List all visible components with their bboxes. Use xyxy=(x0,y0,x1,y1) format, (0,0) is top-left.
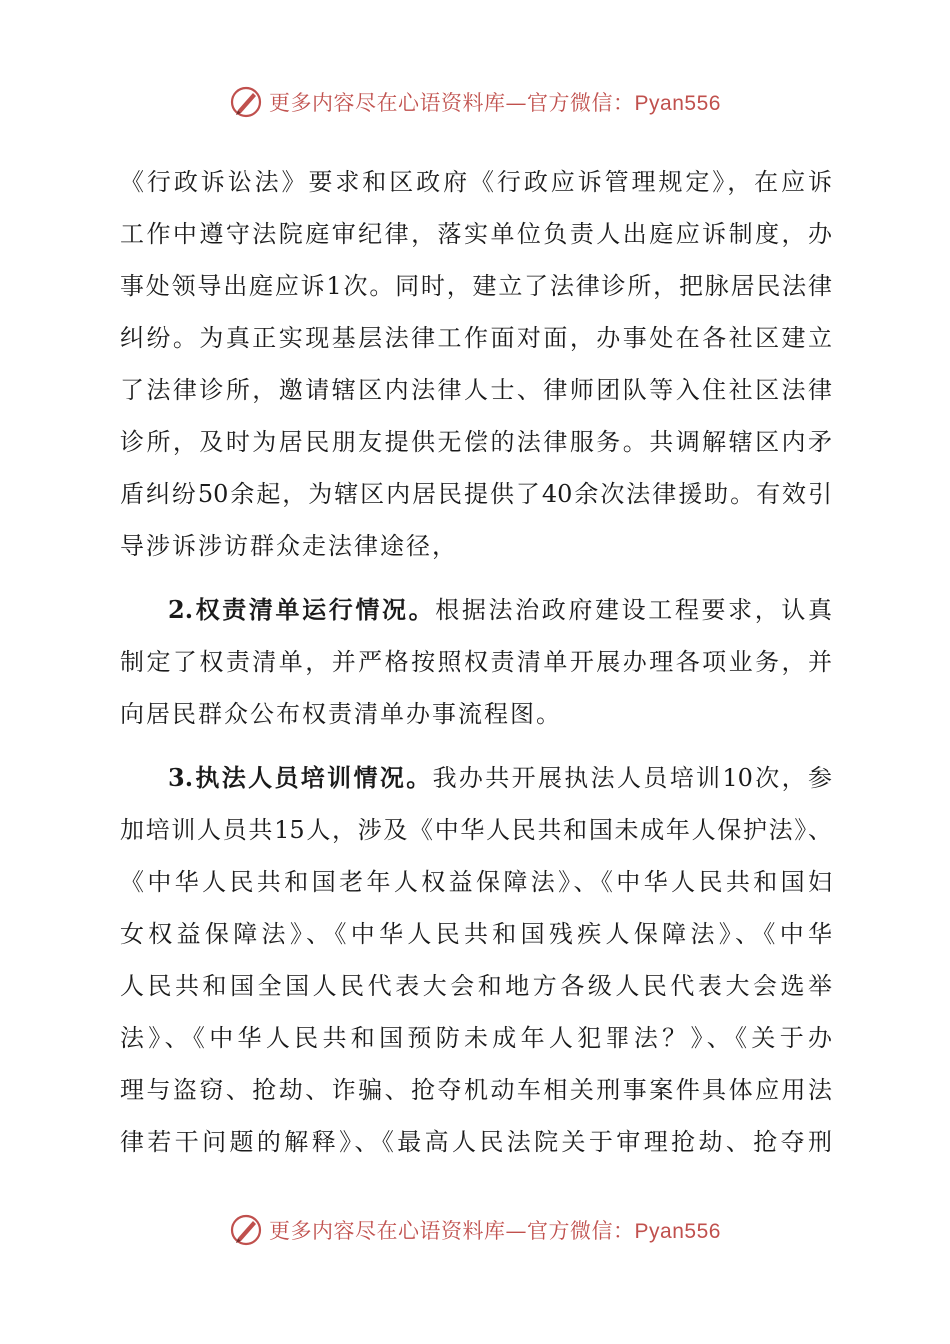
text-line: 了法律诊所，邀请辖区内法律人士、律师团队等入住社区法律 xyxy=(120,376,832,404)
watermark-text: 更多内容尽在心语资料库—官方微信：Pyan556 xyxy=(269,91,721,115)
text-line: 人民共和国全国人民代表大会和地方各级人民代表大会选举 xyxy=(120,972,832,1000)
text-line: 向居民群众公布权责清单办事流程图。 xyxy=(120,700,562,728)
top-watermark-banner xyxy=(0,80,950,124)
section-heading: 2.权责清单运行情况。 xyxy=(168,595,436,624)
text-line: 制定了权责清单，并严格按照权责清单开展办理各项业务，并 xyxy=(120,648,832,676)
text-line: 诊所，及时为居民朋友提供无偿的法律服务。共调解辖区内矛 xyxy=(120,428,832,456)
text-line: 理与盗窃、抢劫、诈骗、抢夺机动车相关刑事案件具体应用法 xyxy=(120,1076,832,1104)
paragraph-responsibility-list xyxy=(120,584,832,740)
text-line: 律若干问题的解释》、《最高人民法院关于审理抢劫、抢夺刑 xyxy=(120,1128,832,1156)
pen-logo-icon xyxy=(229,85,263,119)
text-line: 3.执法人员培训情况。我办共开展执法人员培训10次，参 xyxy=(168,763,832,792)
text-line: 《中华人民共和国老年人权益保障法》、《中华人民共和国妇 xyxy=(120,868,832,896)
text-line: 事处领导出庭应诉1次。同时，建立了法律诊所，把脉居民法律 xyxy=(120,272,832,300)
watermark-text: 更多内容尽在心语资料库—官方微信：Pyan556 xyxy=(269,1219,721,1243)
text-line: 女权益保障法》、《中华人民共和国残疾人保障法》、《中华 xyxy=(120,920,832,948)
text-line: 2.权责清单运行情况。根据法治政府建设工程要求，认真 xyxy=(168,595,832,624)
text-line: 法》、《中华人民共和国预防未成年人犯罪法？》、《关于办 xyxy=(120,1024,832,1052)
paragraph-training xyxy=(120,752,832,1168)
text-line: 工作中遵守法院庭审纪律，落实单位负责人出庭应诉制度，办 xyxy=(120,220,832,248)
text-line: 盾纠纷50余起，为辖区内居民提供了40余次法律援助。有效引 xyxy=(120,480,832,508)
document-body xyxy=(120,156,832,1168)
bottom-watermark-banner xyxy=(0,1208,950,1252)
paragraph-litigation xyxy=(120,156,832,572)
wechat-id: Pyan556 xyxy=(634,92,721,115)
text-line: 导涉诉涉访群众走法律途径， xyxy=(120,532,458,560)
text-line: 纠纷。为真正实现基层法律工作面对面，办事处在各社区建立 xyxy=(120,324,832,352)
wechat-id: Pyan556 xyxy=(634,1220,721,1243)
section-heading: 3.执法人员培训情况。 xyxy=(168,763,433,792)
text-line: 《行政诉讼法》要求和区政府《行政应诉管理规定》，在应诉 xyxy=(120,168,832,196)
text-line: 加培训人员共15人，涉及《中华人民共和国未成年人保护法》、 xyxy=(120,816,832,844)
pen-logo-icon xyxy=(229,1213,263,1247)
